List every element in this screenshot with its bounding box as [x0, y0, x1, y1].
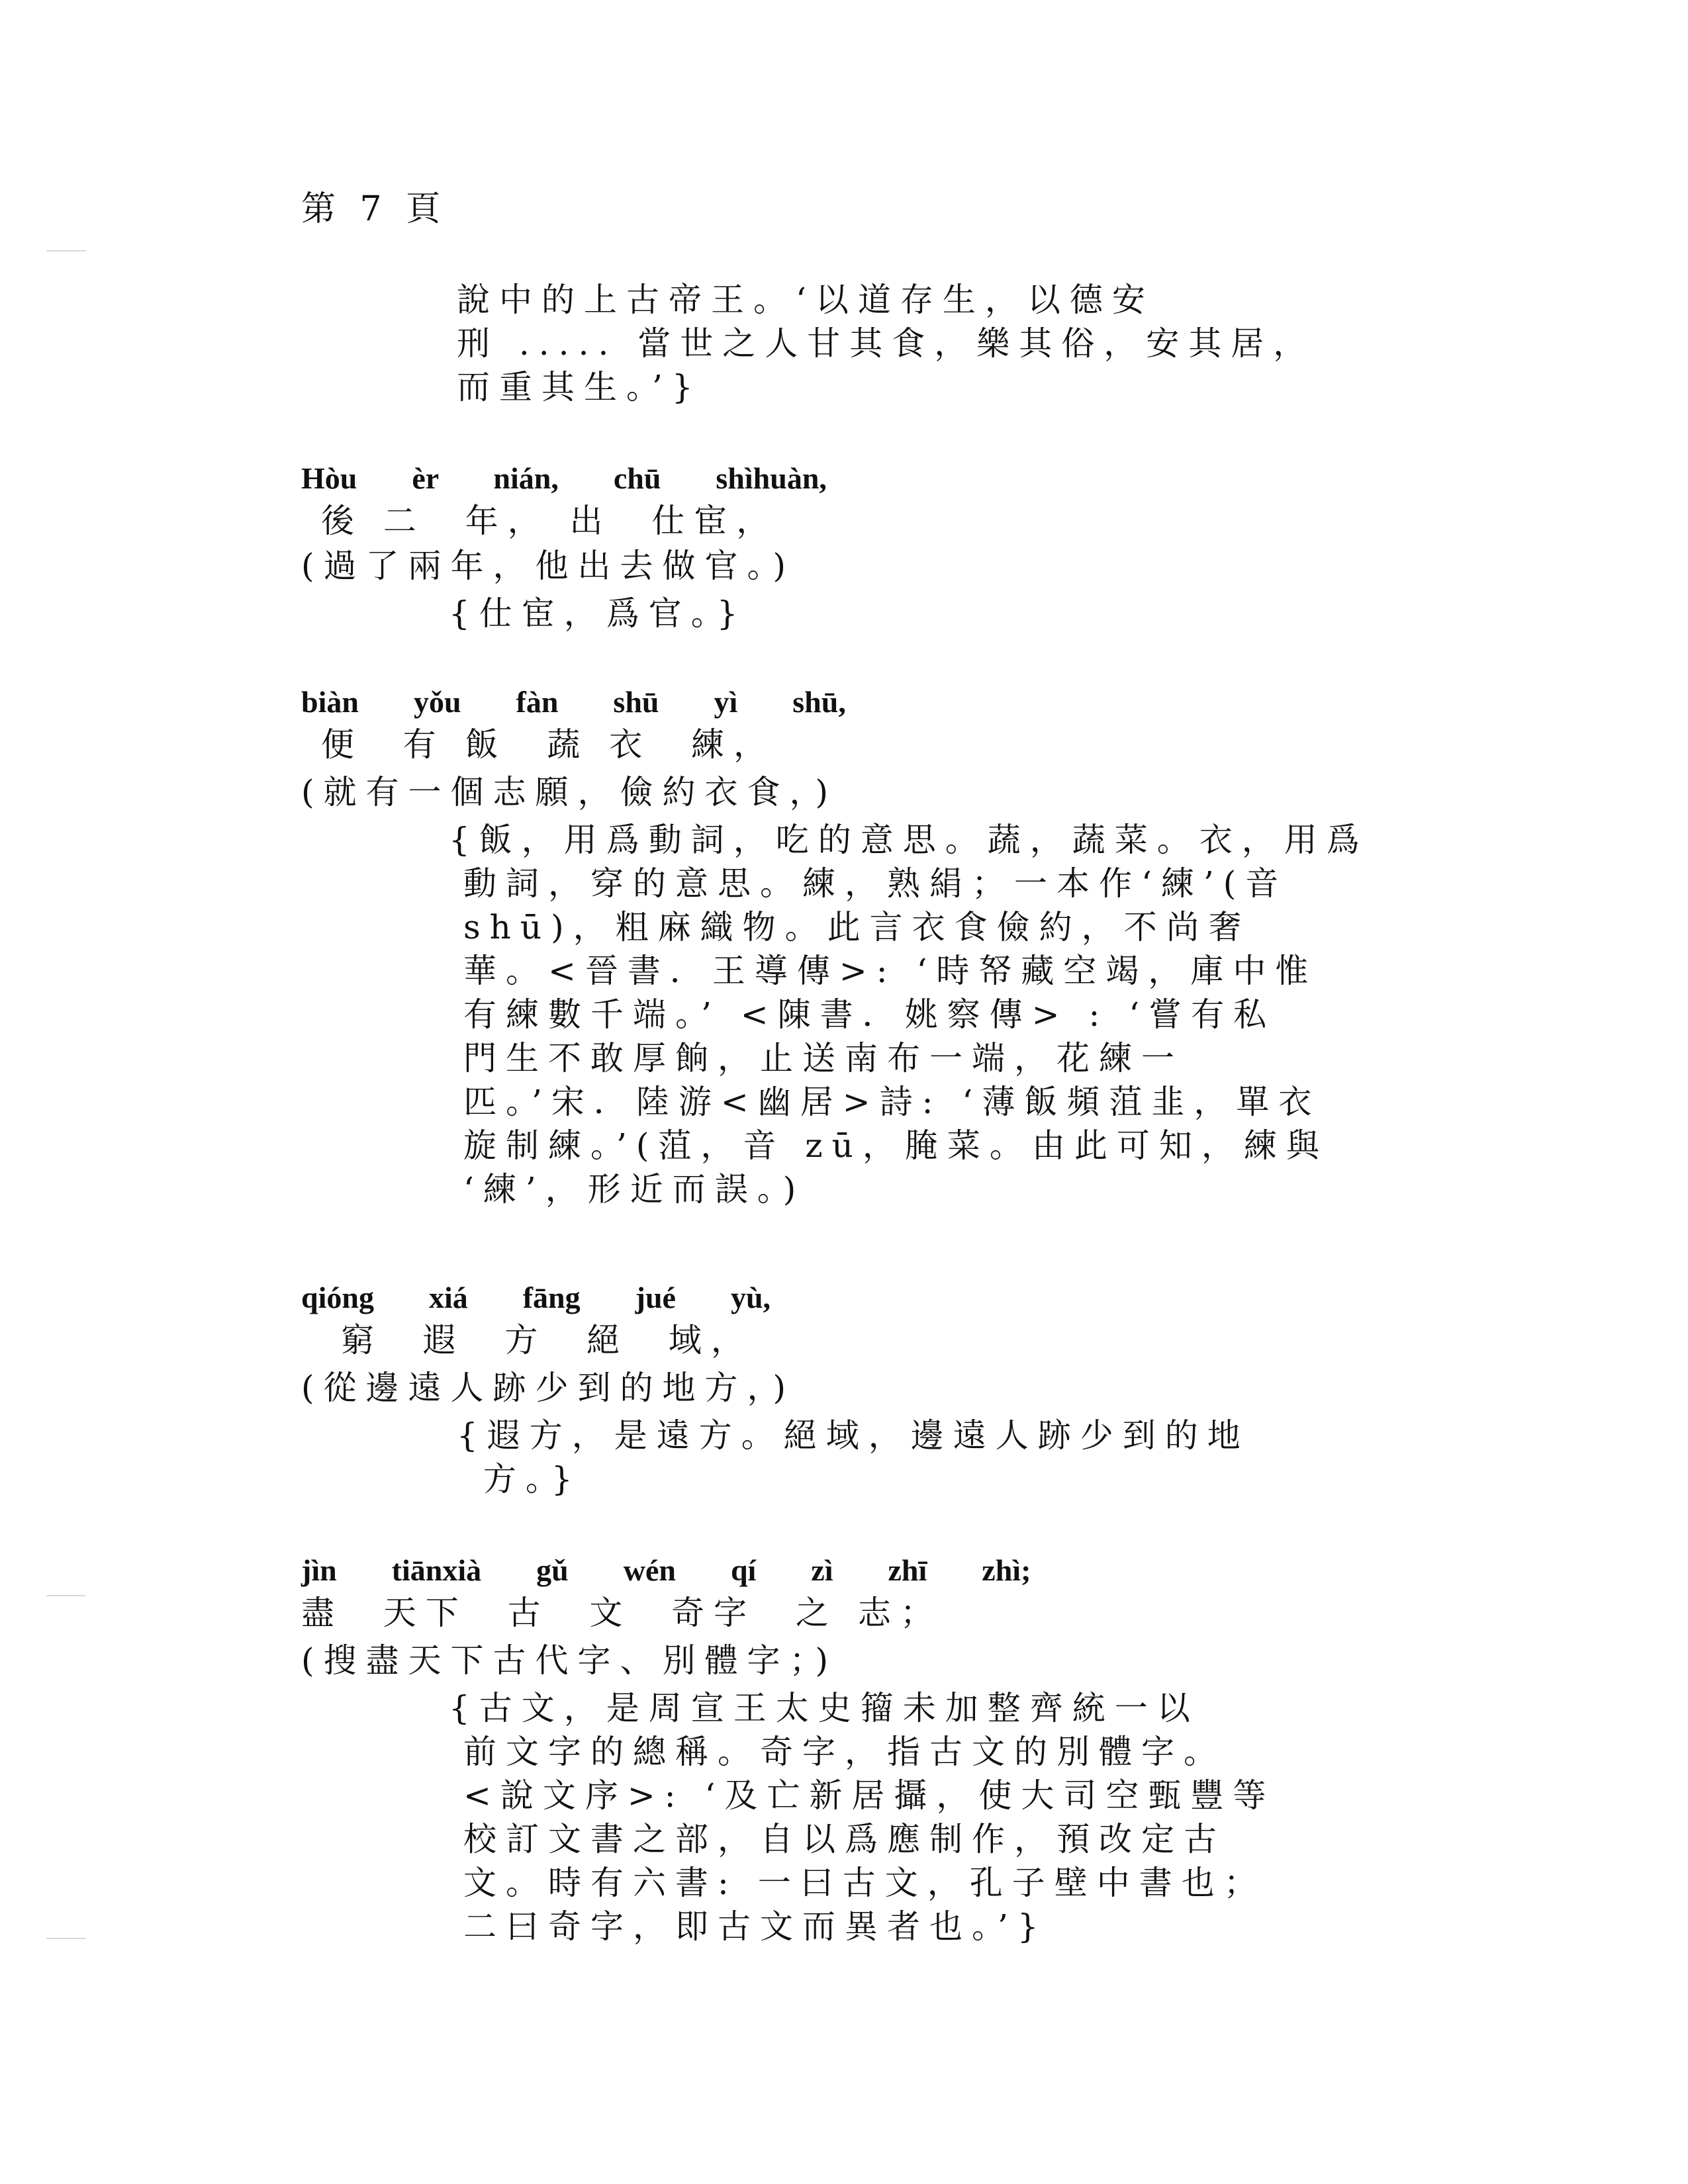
- note-line: {飯，用爲動詞，吃的意思。蔬，蔬菜。衣，用爲: [449, 821, 1369, 859]
- note-line: 而重其生。’}: [457, 368, 702, 406]
- note-line: 前文字的總稱。奇字，指古文的別體字。: [463, 1733, 1226, 1771]
- pinyin-line: Hòu èr nián, chū shìhuàn,: [301, 461, 827, 495]
- translation-line: (就有一個志願，儉約衣食，): [301, 773, 838, 811]
- note-line: <說文序>: ‘及亡新居攝，使大司空甄豐等: [463, 1776, 1276, 1815]
- note-line: 旋制練。’(菹，音 zū，腌菜。由此可知，練與: [463, 1126, 1329, 1165]
- note-line: {仕宦，爲官。}: [449, 594, 747, 633]
- pinyin-line: qióng xiá fāng jué yù,: [301, 1281, 771, 1314]
- note-line: shū)，粗麻織物。此言衣食儉約，不尚奢: [463, 908, 1251, 946]
- verse-line: 窮 遐 方 絕 域，: [301, 1321, 753, 1359]
- verse-line: 盡 天下 古 文 奇字 之 志；: [301, 1594, 943, 1632]
- note-line: 門生不敢厚餉，止送南布一端，花練一: [463, 1039, 1184, 1077]
- note-line: {遐方，是遠方。絕域，邊遠人跡少到的地: [457, 1416, 1250, 1455]
- pinyin-line: biàn yǒu fàn shū yì shū,: [301, 685, 846, 719]
- note-line: 二曰奇字，即古文而異者也。’}: [463, 1907, 1048, 1946]
- note-line: 動詞，穿的意思。練，熟絹；一本作‘練’(音: [463, 864, 1288, 903]
- note-line: ‘練’，形近而誤。): [463, 1170, 806, 1208]
- note-line: 說中的上古帝王。‘以道存生，以德安: [457, 281, 1154, 319]
- pinyin-line: jìn tiānxià gǔ wén qí zì zhī zhì;: [301, 1553, 1031, 1587]
- note-line: 匹。’宋．陸游<幽居>詩: ‘薄飯頻菹韭，單衣: [463, 1083, 1321, 1121]
- note-line: 方。}: [463, 1460, 582, 1498]
- note-line: 有練數千端。’ <陳書．姚察傳> : ‘嘗有私: [463, 995, 1276, 1034]
- scan-artifact: [46, 250, 86, 251]
- note-line: {古文，是周宣王太史籀未加整齊統一以: [449, 1689, 1199, 1727]
- note-line: 刑 ..... 當世之人甘其食，樂其俗，安其居，: [457, 324, 1316, 363]
- scan-artifact: [46, 1595, 86, 1596]
- translation-line: (過了兩年，他出去做官。): [301, 547, 796, 585]
- translation-line: (從邊遠人跡少到的地方，): [301, 1369, 796, 1407]
- translation-line: (搜盡天下古代字、別體字；): [301, 1641, 838, 1680]
- note-line: 華。<晉書．王導傳>: ‘時帑藏空竭，庫中惟: [463, 952, 1318, 990]
- note-line: 校訂文書之部，自以爲應制作，預改定古: [463, 1820, 1226, 1858]
- note-line: 文。時有六書: 一曰古文，孔子壁中書也；: [463, 1864, 1266, 1902]
- verse-line: 後 二 年， 出 仕宦，: [301, 502, 779, 540]
- verse-line: 便 有 飯 蔬 衣 練，: [301, 725, 776, 764]
- scan-artifact: [46, 1938, 86, 1939]
- page-header: 第 7 頁: [301, 189, 447, 229]
